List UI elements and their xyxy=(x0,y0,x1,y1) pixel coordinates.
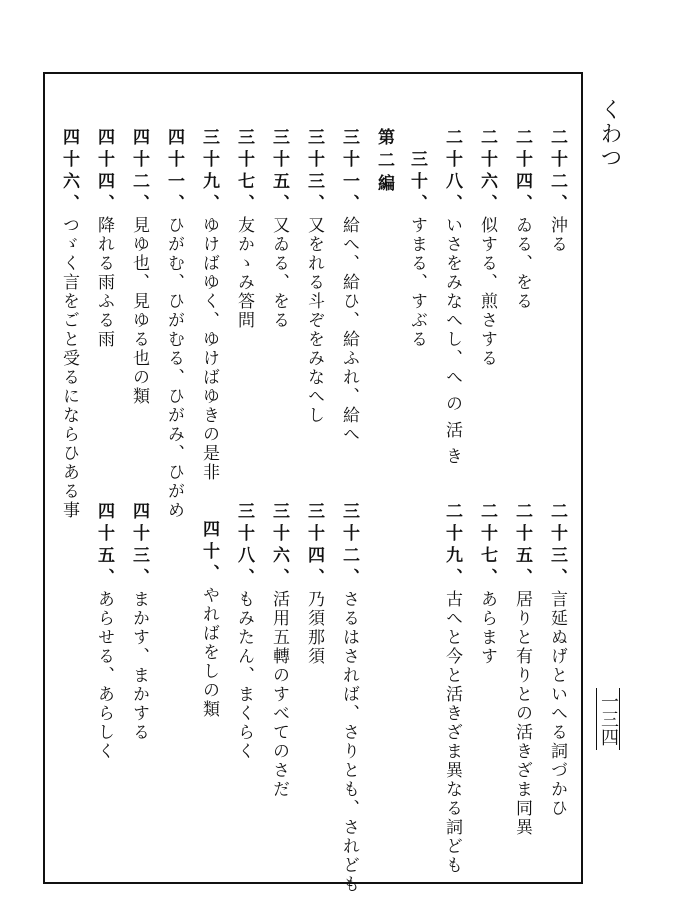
entry-text: まかす、まかする xyxy=(129,590,149,742)
entry-text: 給へ、給ひ、給ふれ、給へ xyxy=(339,216,359,444)
entry-number: 二十七、 xyxy=(477,502,497,590)
entry-text: あらます xyxy=(477,590,497,666)
toc-entry xyxy=(200,520,217,719)
entry-text: ゐる、をる xyxy=(512,216,532,311)
entry-text: あらせる、あらしく xyxy=(94,590,114,761)
toc-entry xyxy=(548,502,565,818)
toc-entry xyxy=(60,128,77,520)
toc-entry xyxy=(235,128,252,330)
entry-text: 居りと有りとの活きざま同異 xyxy=(512,590,532,837)
entry-text: 又をれる斗ぞをみなへし xyxy=(304,216,324,425)
running-title: くわつ xyxy=(597,98,622,170)
entry-number: 三十八、 xyxy=(234,502,254,590)
entry-text: 乃須那須 xyxy=(304,590,324,666)
entry-number: 二十八、 xyxy=(442,128,462,216)
toc-entry xyxy=(513,128,530,311)
entry-text: 古へと今と活きざま異なる詞ども xyxy=(442,590,462,875)
toc-entry xyxy=(165,128,182,520)
entry-number: 三十四、 xyxy=(304,502,324,590)
toc-entry xyxy=(95,128,112,349)
entry-number: 三十九、 xyxy=(199,128,219,216)
toc-entry xyxy=(443,128,460,466)
entry-text: すまる、すぶる xyxy=(407,216,427,349)
entry-number: 三十二、 xyxy=(339,502,359,590)
entry-number: 二十三、 xyxy=(547,502,567,590)
entry-number: 四十一、 xyxy=(164,128,184,216)
entry-text: いさをみなへし、へ の 活 き xyxy=(442,216,462,467)
entry-number: 三十三、 xyxy=(304,128,324,216)
toc-entry xyxy=(408,150,425,349)
entry-number: 三十、 xyxy=(407,150,427,216)
entry-text: 言延ぬげといへる詞づかひ xyxy=(547,590,567,818)
toc-entry xyxy=(305,128,322,425)
toc-entry xyxy=(130,128,147,406)
page-number: 一三四 xyxy=(596,688,620,750)
toc-entry xyxy=(130,502,147,742)
entry-text: 見ゆ也、見ゆる也の類 xyxy=(129,216,149,406)
toc-entry xyxy=(443,502,460,875)
entry-number: 四十三、 xyxy=(129,502,149,590)
entry-text: ひがむ、ひがむる、ひがみ、ひがめ xyxy=(164,216,184,520)
section-heading: 第二編 xyxy=(374,128,394,197)
toc-entry xyxy=(478,502,495,666)
toc-entry xyxy=(270,128,287,330)
entry-text: 活用五轉のすべてのさだ xyxy=(269,590,289,799)
entry-number: 二十九、 xyxy=(442,502,462,590)
toc-entry xyxy=(270,502,287,799)
entry-number: 三十七、 xyxy=(234,128,254,216)
entry-number: 四十六、 xyxy=(59,128,79,216)
entry-text: もみたん、まくらく xyxy=(234,590,254,761)
entry-text: 友かゝみ答問 xyxy=(234,216,254,330)
entry-number: 二十五、 xyxy=(512,502,532,590)
entry-number: 三十一、 xyxy=(339,128,359,216)
entry-number: 二十二、 xyxy=(547,128,567,216)
toc-entry xyxy=(340,128,357,444)
entry-number: 二十四、 xyxy=(512,128,532,216)
toc-entry xyxy=(478,128,495,368)
toc-entry xyxy=(235,502,252,761)
entry-text: やればをしの類 xyxy=(199,586,219,719)
entry-text: 似する、煎さする xyxy=(477,216,497,368)
entry-number: 四十四、 xyxy=(94,128,114,216)
toc-entry xyxy=(95,502,112,761)
entry-number: 四十二、 xyxy=(129,128,149,216)
toc-entry xyxy=(340,502,357,894)
entry-text: 又ゐる、をる xyxy=(269,216,289,330)
entry-number: 二十六、 xyxy=(477,128,497,216)
toc-entry xyxy=(305,502,322,666)
toc-entry xyxy=(200,128,217,482)
entry-text: ゆけばゆく、ゆけばゆきの是非 xyxy=(199,216,219,482)
entry-number: 三十五、 xyxy=(269,128,289,216)
entry-text: さるはされば、さりとも、されども xyxy=(339,590,359,894)
toc-entry xyxy=(548,128,565,254)
entry-number: 三十六、 xyxy=(269,502,289,590)
entry-text: 沖る xyxy=(547,216,567,254)
entry-text: つゞく言をごと受るにならひある事 xyxy=(59,216,79,520)
entry-number: 四十五、 xyxy=(94,502,114,590)
toc-entry xyxy=(513,502,530,837)
entry-text: 降れる雨ふる雨 xyxy=(94,216,114,349)
entry-number: 四十、 xyxy=(199,520,219,586)
